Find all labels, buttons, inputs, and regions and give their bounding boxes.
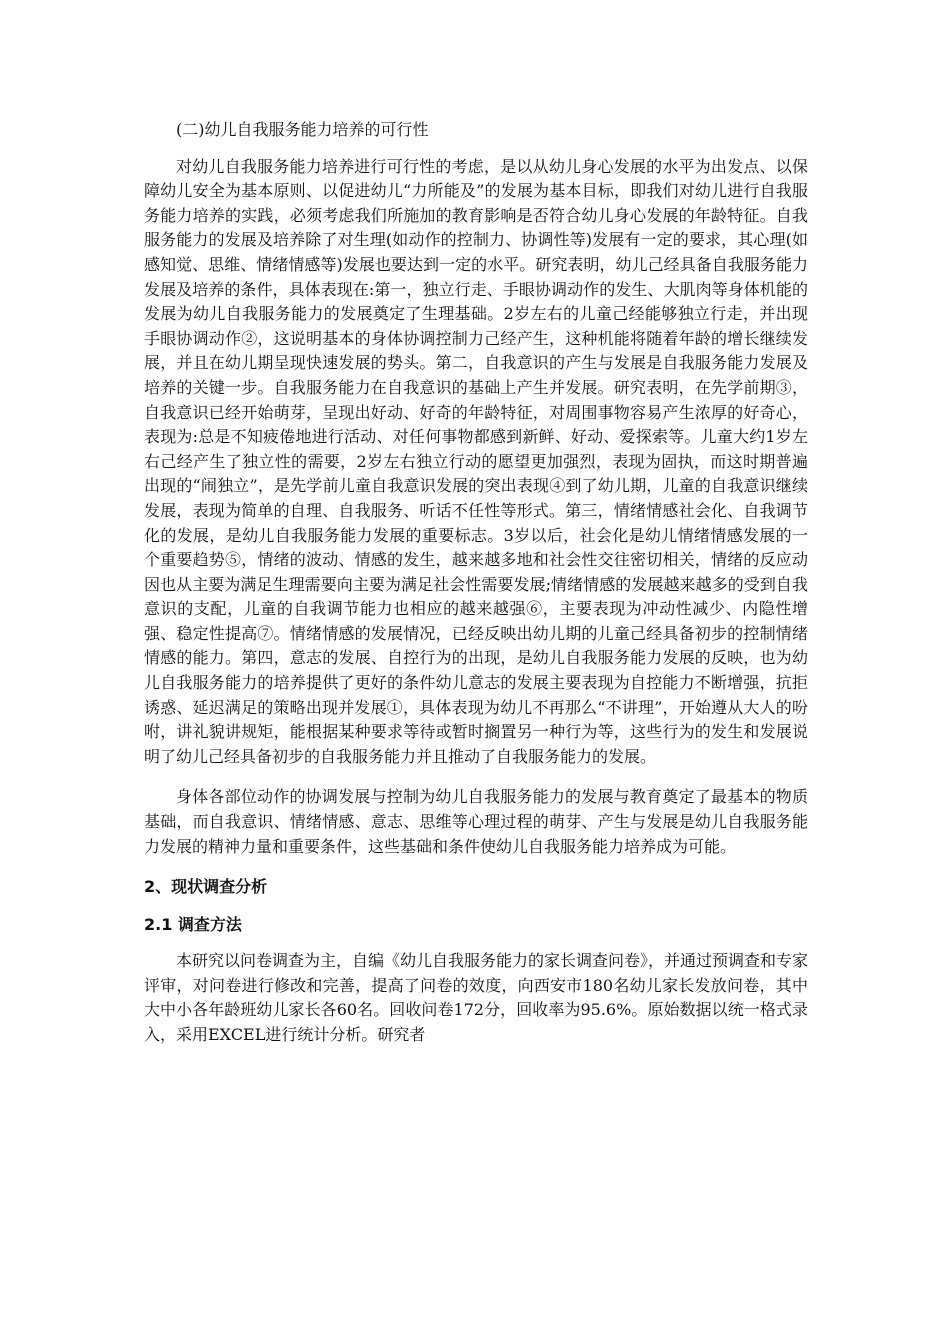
paragraph-summary: 身体各部位动作的协调发展与控制为幼儿自我服务能力的发展与教育奠定了最基本的物质基础，而自我意识、情绪情感、意志、思维等心理过程的萌芽、产生与发展是幼儿自我服务能力发展的精神力量和重要条件，这些基础和条件使幼儿自我服务能力培养成为可能。 [144,787,808,856]
section-title: 2、现状调查分析 [144,877,268,897]
document-page [144,118,808,1048]
paragraph-method: 本研究以问卷调查为主，自编《幼儿自我服务能力的家长调查问卷》，并通过预调查和专家评审，对问卷进行修改和完善，提高了问卷的效度，向西安市180名幼儿家长发放问卷，其中大中小各年龄班幼儿家长各60名。回收问卷172分，回收率为95.6%。原始数据以统一格式录入，采用EXCEL进行统计分析。研究者 [144,951,809,1044]
subsection-title: (二)幼儿自我服务能力培养的可行性 [176,120,429,139]
paragraph-feasibility: 对幼儿自我服务能力培养进行可行性的考虑，是以从幼儿身心发展的水平为出发点、以保障幼儿安全为基本原则、以促进幼儿“力所能及”的发展为基本目标，即我们对幼儿进行自我服务能力培养的实践，必须考虑我们所施加的教育影响是否符合幼儿身心发展的年龄特征。自我服务能力的发展及培养除了对生理(如动作的控制力、协调性等)发展有一定的要求，其心理(如感知觉、思维、情绪情感等)发展也要达到一定的水平。研究表明，幼儿己经具备自我服务能力发展及培养的条件，具体表现在:第一，独立行走、手眼协调动作的发生、大肌肉等身体机能的发展为幼儿自我服务能力的发展奠定了生理基础。2岁左右的儿童己经能够独立行走，并出现手眼协调动作②，这说明基本的身体协调控制力己经产生，这种机能将随着年龄的增长继续发展，并且在幼儿期呈现快速发展的势头。第二，自我意识的产生与发展是自我服务能力发展及培养的关键一步。自我服务能力在自我意识的基础上产生并发展。研究表明，在先学前期③，自我意识已经开始萌芽，呈现出好动、好奇的年龄特征，对周围事物容易产生浓厚的好奇心，表现为:总是不知疲倦地进行活动、对任何事物都感到新鲜、好动、爱探索等。儿童大约1岁左右己经产生了独立性的需要，2岁左右独立行动的愿望更加强烈，表现为固执，而这时期普遍出现的“闹独立”，是先学前儿童自我意识发展的突出表现④到了幼儿期，儿童的自我意识继续发展，表现为简单的自理、自我服务、听话不任性等形式。第三，情绪情感社会化、自我调节化的发展，是幼儿自我服务能力发展的重要标志。3岁以后，社会化是幼儿情绪情感发展的一个重要趋势⑤，情绪的波动、情感的发生，越来越多地和社会性交往密切相关，情绪的反应动因也从主要为满足生理需要向主要为满足社会性需要发展;情绪情感的发展越来越多的受到自我意识的支配，儿童的自我调节能力也相应的越来越强⑥，主要表现为冲动性减少、内隐性增强、稳定性提高⑦。情绪情感的发展情况，已经反映出幼儿期的儿童己经具备初步的控制情绪情感的能力。第四，意志的发展、自控行为的出现，是幼儿自我服务能力发展的反映，也为幼儿自我服务能力的培养提供了更好的条件幼儿意志的发展主要表现为自控能力不断增强，抗拒诱惑、延迟满足的策略出现并发展①，具体表现为幼儿不再那么“不讲理”，开始遵从大人的吩咐，讲礼貌讲规矩，能根据某种要求等待或暂时搁置另一种行为等，这些行为的发生和发展说明了幼儿己经具备初步的自我服务能力并且推动了自我服务能力的发展。 [144,156,808,766]
subsection2-title: 2.1 调查方法 [144,915,242,935]
